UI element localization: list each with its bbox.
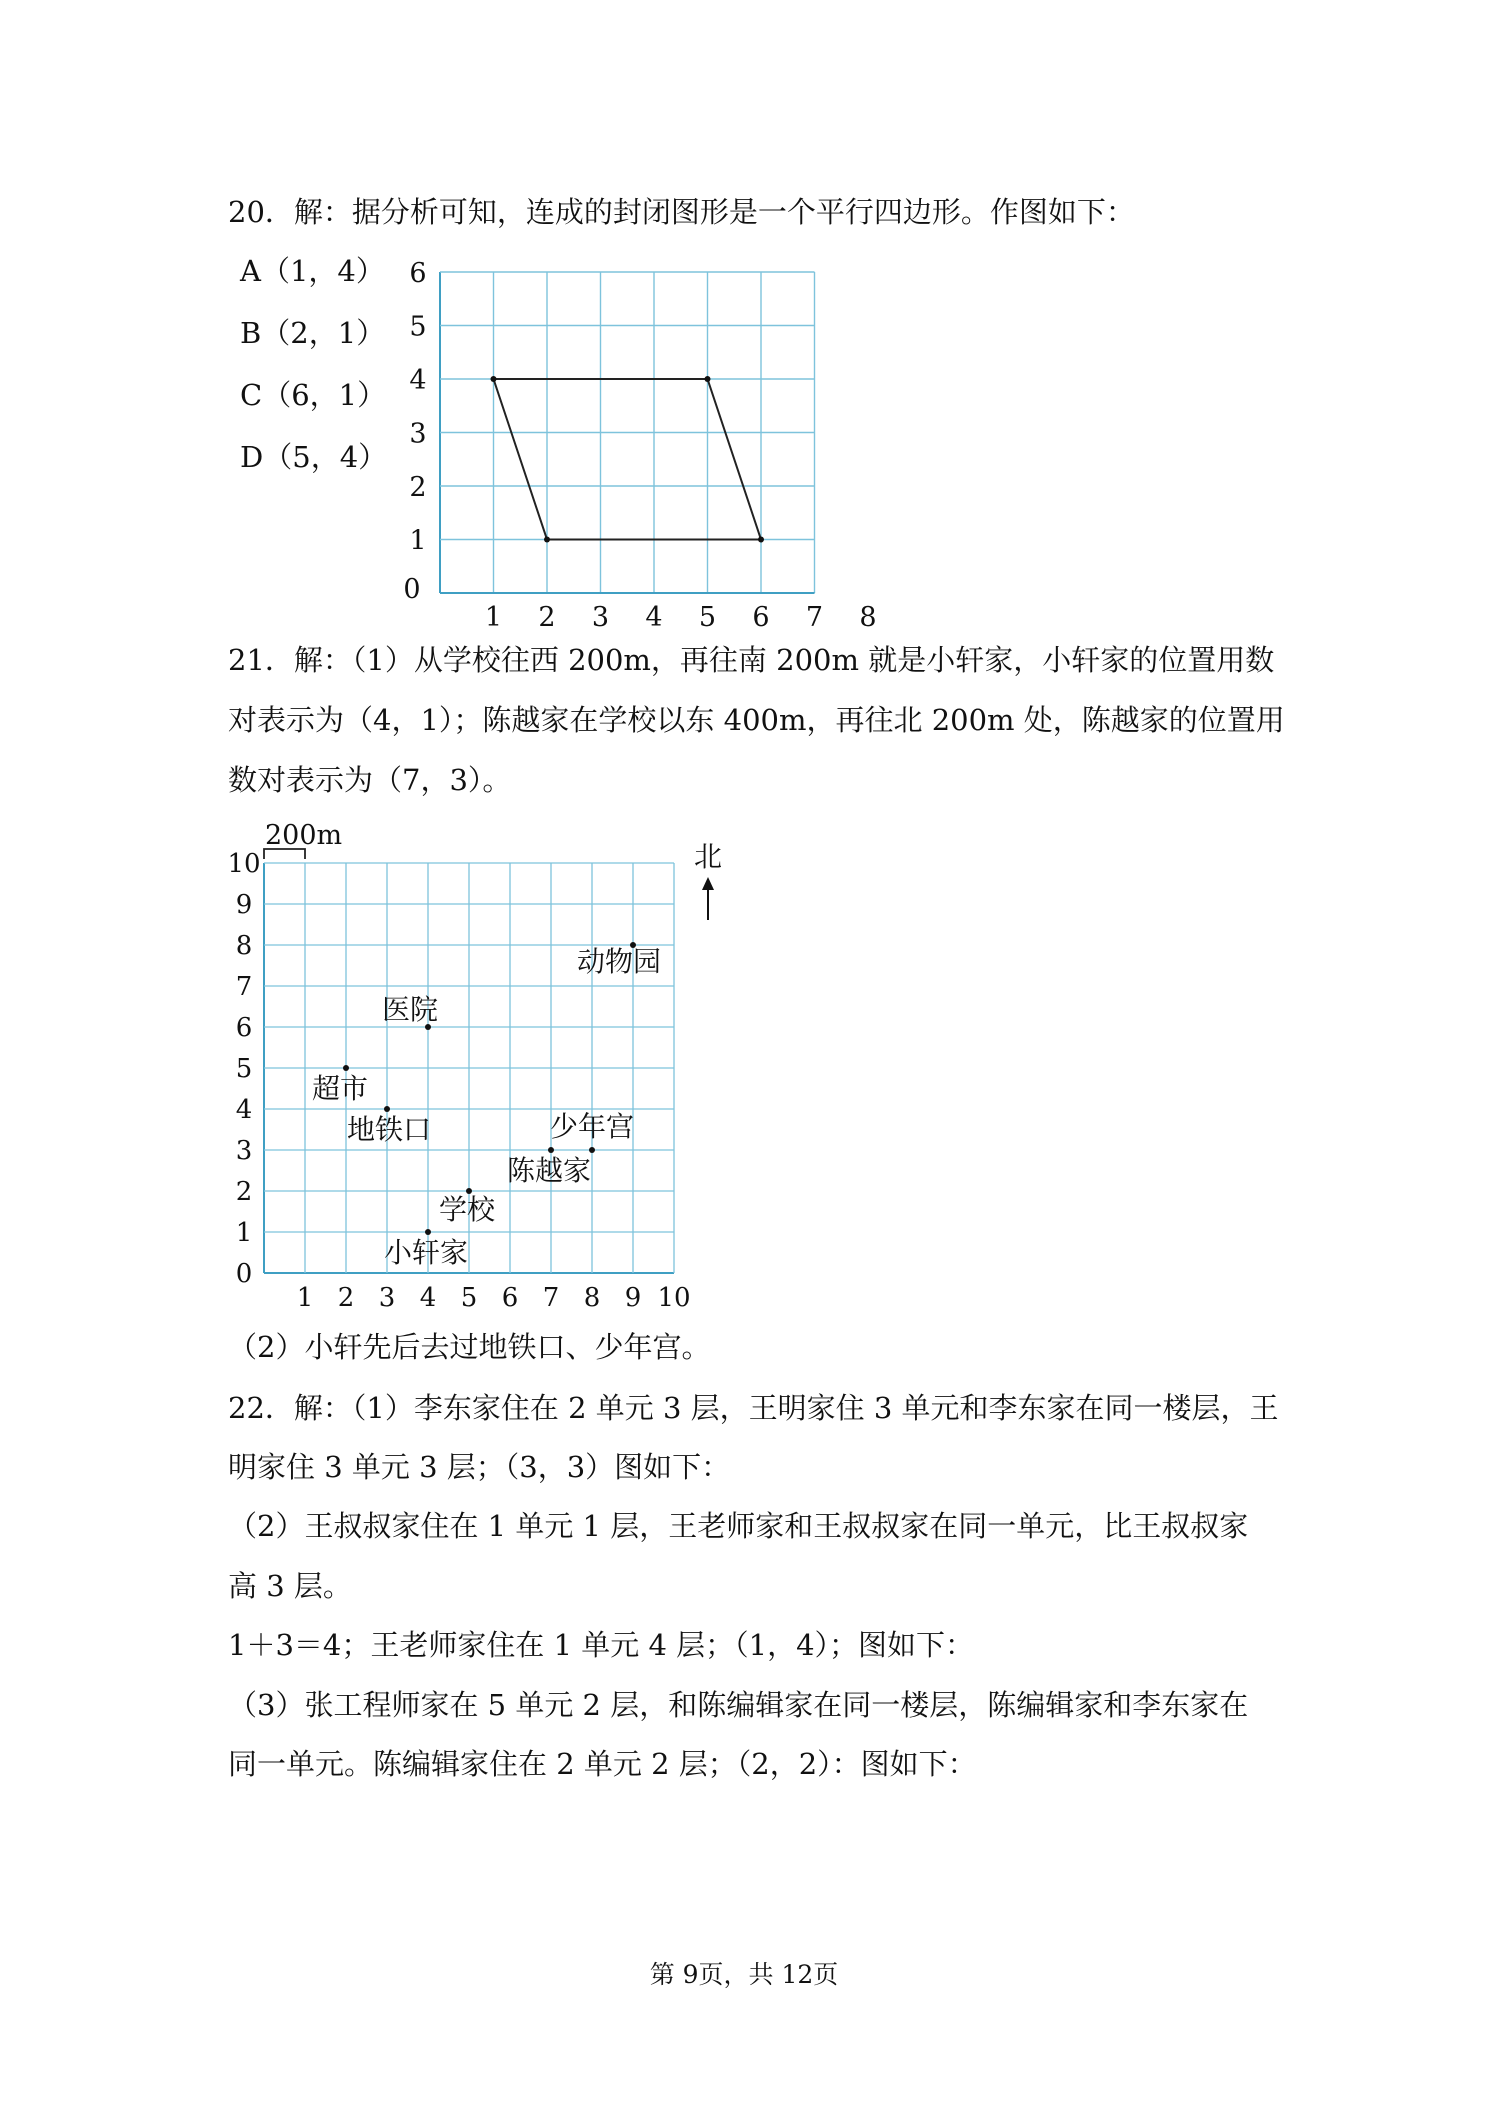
x-tick-label: 4 [419,1283,437,1310]
scale-label: 200m [265,820,343,851]
coord-a: A（1，4） [240,254,385,288]
y-tick-label: 2 [409,472,427,503]
x-tick-label: 7 [805,602,824,630]
parallelogram-shape [494,379,762,540]
x-tick-label: 8 [859,602,877,630]
x-tick-label: 2 [337,1283,355,1310]
y-tick-label: 2 [235,1177,253,1207]
y-tick-label: 5 [409,311,427,343]
location-label: 动物园 [577,945,662,978]
q21-line1: 21．解：（1）从学校往西 200m，再往南 200m 就是小轩家，小轩家的位置用数 [228,643,1275,677]
q21-part2: （2）小轩先后去过地铁口、少年宫。 [228,1330,711,1364]
location-label: 陈越家 [507,1154,592,1187]
vertex-point-c [758,537,764,543]
x-tick-label: 5 [698,602,717,630]
y-tick-label: 9 [235,890,253,920]
location-label: 学校 [439,1193,496,1226]
location-point [343,1065,349,1071]
x-tick-label: 0 [403,574,421,605]
q21-line3: 数对表示为（7，3）。 [228,763,512,797]
y-tick-label: 7 [235,972,253,1002]
x-tick-label: 8 [583,1283,601,1310]
x-tick-label: 4 [645,602,663,630]
location-label: 少年宫 [550,1110,635,1143]
q22-line7: 同一单元。陈编辑家住在 2 单元 2 层；（2，2）：图如下： [228,1747,977,1781]
x-tick-label: 2 [538,602,556,630]
q22-line2: 明家住 3 单元 3 层；（3，3）图如下： [228,1450,731,1484]
location-label: 小轩家 [384,1236,469,1269]
x-tick-label: 3 [591,602,610,630]
coord-d: D（5，4） [240,440,388,474]
north-arrow-head [702,877,714,890]
x-tick-label: 5 [460,1283,478,1310]
q20-intro: 20．解：据分析可知，连成的封闭图形是一个平行四边形。作图如下： [228,195,1135,229]
location-label: 超市 [312,1072,369,1105]
y-tick-label: 4 [235,1095,253,1125]
x-tick-label: 6 [501,1283,519,1310]
y-tick-label: 4 [409,365,427,396]
x-tick-label: 1 [296,1283,314,1310]
y-tick-label: 3 [409,418,427,450]
q22-line6: （3）张工程师家在 5 单元 2 层，和陈编辑家在同一楼层，陈编辑家和李东家在 [228,1688,1249,1722]
parallelogram-chart [400,250,880,630]
y-tick-label: 10 [227,849,261,879]
location-label: 医院 [382,993,439,1026]
x-tick-label: 3 [378,1283,396,1310]
x-tick-label: 1 [484,602,503,630]
coord-c: C（6，1） [240,378,387,412]
y-tick-label: 3 [235,1136,253,1166]
y-tick-label: 8 [235,931,253,961]
q22-line4: 高 3 层。 [228,1569,352,1603]
location-point [425,1229,431,1235]
vertex-point-b [544,537,550,543]
coord-b: B（2，1） [240,316,386,350]
y-tick-label: 5 [235,1054,253,1084]
q22-line3: （2）王叔叔家住在 1 单元 1 层，王老师家和王叔叔家在同一单元，比王叔叔家 [228,1509,1249,1543]
x-tick-label: 7 [542,1283,560,1310]
vertex-point-a [491,376,497,382]
north-label: 北 [693,840,723,873]
q21-line2: 对表示为（4，1）；陈越家在学校以东 400m，再往北 200m 处，陈越家的位置用 [228,703,1285,737]
y-tick-label: 1 [235,1218,253,1248]
x-tick-label: 6 [752,602,770,630]
y-tick-label: 1 [409,525,427,557]
y-tick-label: 6 [409,258,427,289]
q22-line5: 1＋3＝4；王老师家住在 1 单元 4 层；（1，4）；图如下： [228,1628,975,1662]
location-point [384,1106,390,1112]
location-label: 地铁口 [347,1113,432,1146]
x-tick-label: 9 [624,1283,642,1310]
vertex-point-d [705,376,711,382]
location-point [589,1147,595,1153]
page-footer: 第 9页，共 12页 [649,1960,839,1989]
location-point [548,1147,554,1153]
x-tick-label: 10 [657,1283,691,1310]
q22-line1: 22．解：（1）李东家住在 2 单元 3 层，王明家住 3 单元和李东家在同一楼层，王 [228,1391,1279,1425]
map-chart [210,810,730,1310]
y-tick-label: 0 [235,1259,253,1289]
y-tick-label: 6 [235,1013,253,1043]
